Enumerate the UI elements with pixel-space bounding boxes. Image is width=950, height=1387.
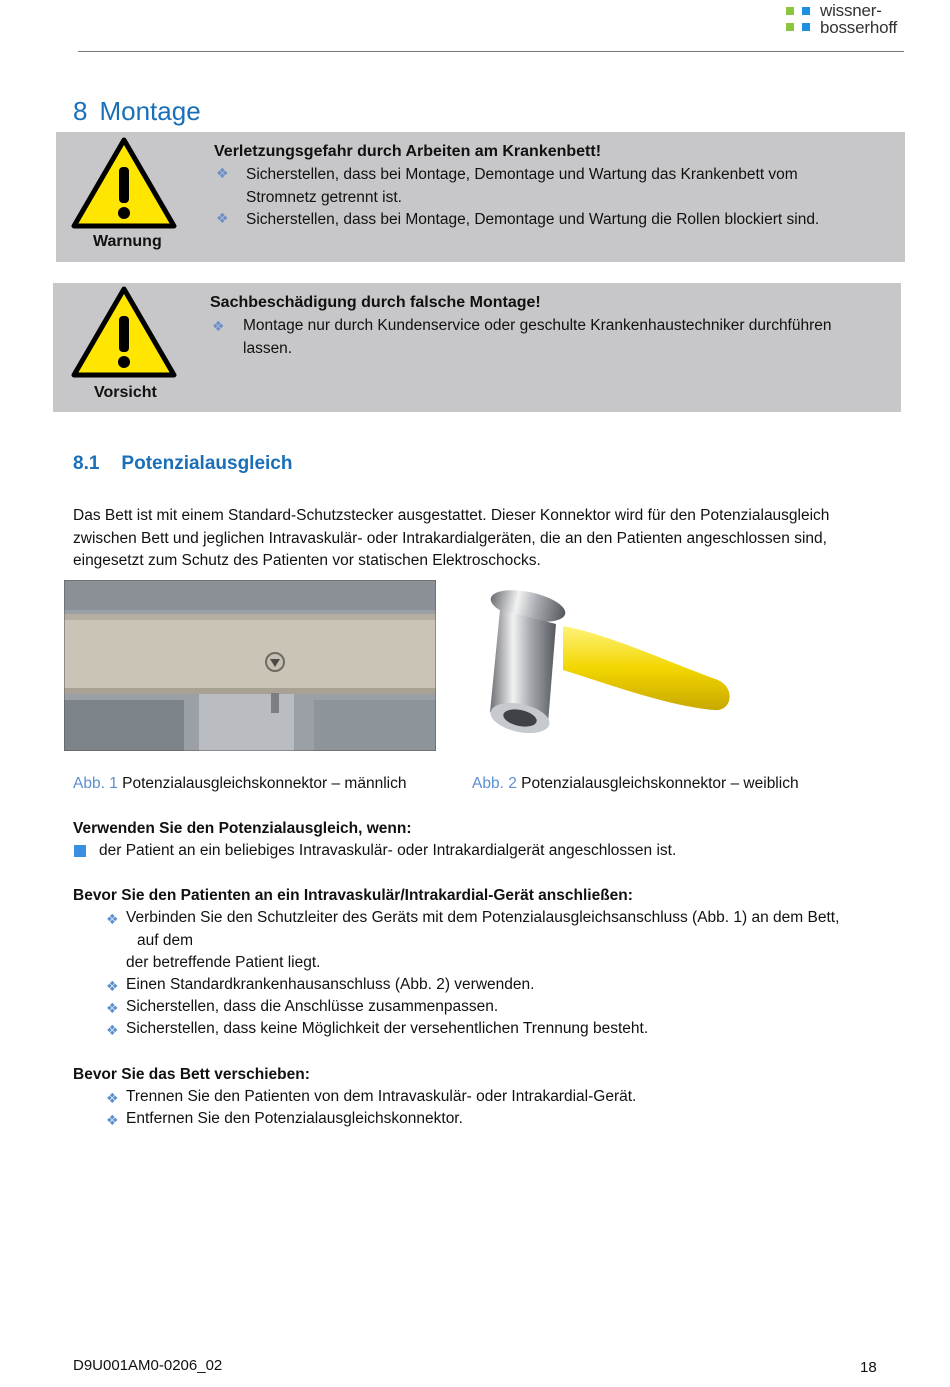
diamond-bullet-icon: ❖	[212, 318, 225, 334]
square-bullet-icon	[74, 845, 86, 857]
warning-triangle-icon	[71, 137, 177, 229]
diamond-bullet-icon: ❖	[216, 165, 229, 181]
warning-heading: Verletzungsgefahr durch Arbeiten am Krankenbett!	[214, 143, 602, 160]
caution-label: Vorsicht	[94, 384, 157, 401]
caution-item-1-cont: lassen.	[243, 340, 293, 357]
logo-text-line2: bosserhoff	[820, 18, 898, 37]
before-connect-item-1-cont-1: auf dem	[137, 932, 194, 949]
warning-item-2: Sicherstellen, dass bei Montage, Demontage und Wartung die Rollen blockiert sind.	[246, 211, 820, 228]
figure-1-caption	[73, 775, 406, 793]
logo-text-line1: wissner-	[820, 1, 882, 20]
warning-item-1: Sicherstellen, dass bei Montage, Demontage und Wartung das Krankenbett vom	[246, 166, 798, 183]
section-title-text: Montage	[99, 96, 201, 126]
before-connect-item-3: Sicherstellen, dass die Anschlüsse zusammenpassen.	[126, 998, 499, 1015]
before-connect-item-4: Sicherstellen, dass keine Möglichkeit der versehentlichen Trennung besteht.	[126, 1020, 649, 1037]
footer-doc-id: D9U001AM0-0206_02	[73, 1357, 223, 1374]
figure-2-female-connector-photo	[468, 584, 740, 754]
before-connect-item-2: Einen Standardkrankenhausanschluss (Abb. 2) verwenden.	[126, 976, 535, 993]
before-move-item-1: Trennen Sie den Patienten von dem Intravaskulär- oder Intrakardial-Gerät.	[126, 1088, 637, 1105]
caution-box	[53, 283, 901, 412]
before-connect-item-1: Verbinden Sie den Schutzleiter des Geräts mit dem Potenzialausgleichsanschluss (Abb. 1) an dem Bett,	[126, 909, 840, 926]
before-connect-item-1-cont-2: der betreffende Patient liegt.	[126, 954, 321, 971]
when-heading: Verwenden Sie den Potenzialausgleich, wenn:	[73, 820, 412, 837]
diamond-bullet-icon: ❖	[216, 210, 229, 226]
figure-1-abb: Abb. 1	[73, 775, 118, 792]
section-title	[73, 96, 201, 127]
caution-item-1: Montage nur durch Kundenservice oder geschulte Krankenhaustechniker durchführen	[243, 317, 832, 334]
warning-label: Warnung	[93, 233, 162, 250]
logo-square-blue-2	[802, 23, 810, 31]
diamond-bullet-icon: ❖	[106, 1000, 119, 1016]
diamond-bullet-icon: ❖	[106, 911, 119, 927]
subsection-title-text: Potenzialausgleich	[121, 453, 293, 474]
logo-square-green-2	[786, 23, 794, 31]
logo-square-green-1	[786, 7, 794, 15]
before-move-heading: Bevor Sie das Bett verschieben:	[73, 1066, 310, 1083]
before-move-item-2: Entfernen Sie den Potenzialausgleichskonnektor.	[126, 1110, 463, 1127]
subsection-title	[73, 453, 292, 475]
subsection-number: 8.1	[73, 453, 100, 474]
before-connect-heading: Bevor Sie den Patienten an ein Intravaskulär/Intrakardial-Gerät anschließen:	[73, 887, 633, 904]
figure-1-caption-text: Potenzialausgleichskonnektor – männlich	[122, 775, 407, 792]
figure-2-abb: Abb. 2	[472, 775, 517, 792]
when-item-1: der Patient an ein beliebiges Intravaskulär- oder Intrakardialgerät angeschlossen ist.	[99, 842, 677, 859]
caution-heading: Sachbeschädigung durch falsche Montage!	[210, 294, 541, 311]
caution-triangle-icon	[71, 286, 177, 378]
logo-square-blue-1	[802, 7, 810, 15]
figure-2-caption	[472, 775, 799, 793]
footer-page-number: 18	[860, 1359, 877, 1376]
diamond-bullet-icon: ❖	[106, 1090, 119, 1106]
warning-box	[56, 132, 905, 262]
company-logo	[784, 2, 904, 38]
figure-2-caption-text: Potenzialausgleichskonnektor – weiblich	[521, 775, 799, 792]
figure-1-male-connector-photo	[64, 580, 436, 751]
warning-item-1-cont: Stromnetz getrennt ist.	[246, 189, 402, 206]
diamond-bullet-icon: ❖	[106, 1022, 119, 1038]
header-rule	[78, 51, 904, 52]
section-number: 8	[73, 96, 88, 126]
diamond-bullet-icon: ❖	[106, 1112, 119, 1128]
diamond-bullet-icon: ❖	[106, 978, 119, 994]
intro-paragraph: Das Bett ist mit einem Standard-Schutzstecker ausgestattet. Dieser Konnektor wird für den Potenzialausgleich zwischen Bett und jeglichen Intravaskulär- oder Intrakardialgeräten, die an den Patienten angeschlossen sind, eingesetzt zum Schutz des Patienten vor statischen Elektroschocks.	[73, 507, 830, 569]
